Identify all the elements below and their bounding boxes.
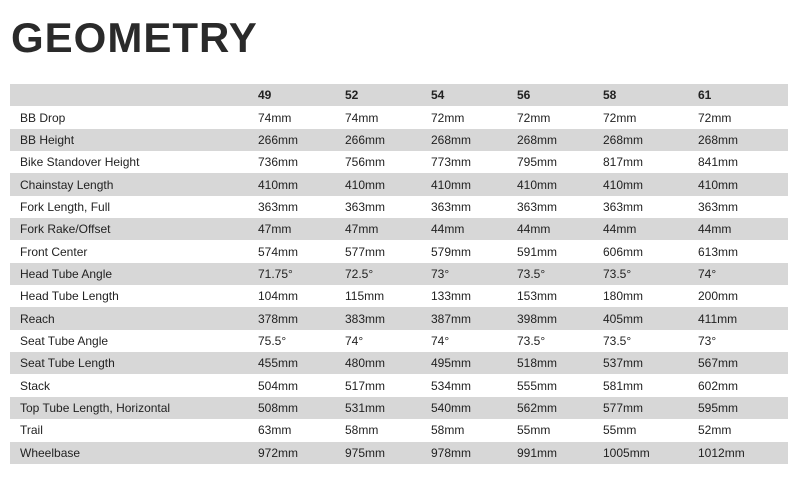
row-label-cell: Seat Tube Angle (20, 333, 109, 348)
row-label-cell: Wheelbase (20, 445, 81, 460)
row-label-cell: Chainstay Length (20, 177, 114, 192)
value-cell: 153mm (517, 289, 558, 304)
value-cell: 47mm (345, 222, 379, 237)
table-row (10, 240, 788, 262)
value-cell: 495mm (431, 356, 472, 371)
value-cell: 58mm (431, 423, 465, 438)
value-cell: 577mm (603, 400, 644, 415)
row-label-cell: Trail (20, 423, 43, 438)
value-cell: 268mm (603, 132, 644, 147)
value-cell: 266mm (258, 132, 299, 147)
value-cell: 1012mm (698, 445, 745, 460)
header-size-cell: 58 (603, 88, 617, 103)
value-cell: 480mm (345, 356, 386, 371)
value-cell: 518mm (517, 356, 558, 371)
row-label-cell: Seat Tube Length (20, 356, 115, 371)
row-label-cell: BB Drop (20, 110, 66, 125)
value-cell: 398mm (517, 311, 558, 326)
table-row (10, 397, 788, 419)
value-cell: 200mm (698, 289, 739, 304)
value-cell: 756mm (345, 155, 386, 170)
value-cell: 55mm (603, 423, 637, 438)
value-cell: 71.75° (258, 266, 293, 281)
value-cell: 72mm (603, 110, 637, 125)
value-cell: 73° (698, 333, 717, 348)
value-cell: 577mm (345, 244, 386, 259)
value-cell: 72.5° (345, 266, 374, 281)
value-cell: 52mm (698, 423, 732, 438)
value-cell: 972mm (258, 445, 299, 460)
value-cell: 44mm (517, 222, 551, 237)
row-label-cell: Reach (20, 311, 55, 326)
value-cell: 410mm (698, 177, 739, 192)
value-cell: 72mm (517, 110, 551, 125)
table-row (10, 374, 788, 396)
page-title: GEOMETRY (11, 14, 258, 61)
value-cell: 579mm (431, 244, 472, 259)
table-row (10, 307, 788, 329)
value-cell: 44mm (431, 222, 465, 237)
value-cell: 517mm (345, 378, 386, 393)
value-cell: 47mm (258, 222, 292, 237)
value-cell: 73.5° (603, 266, 632, 281)
value-cell: 363mm (603, 199, 644, 214)
value-cell: 115mm (345, 289, 385, 304)
table-row (10, 352, 788, 374)
value-cell: 58mm (345, 423, 379, 438)
table-row (10, 129, 788, 151)
row-label-cell: Head Tube Angle (20, 266, 113, 281)
value-cell: 773mm (431, 155, 472, 170)
value-cell: 736mm (258, 155, 299, 170)
row-label-cell: Fork Rake/Offset (20, 222, 111, 237)
row-label-cell: BB Height (20, 132, 75, 147)
value-cell: 504mm (258, 378, 299, 393)
value-cell: 795mm (517, 155, 558, 170)
header-corner-cell (10, 84, 248, 106)
value-cell: 383mm (345, 311, 386, 326)
value-cell: 72mm (431, 110, 465, 125)
header-size-cell: 61 (698, 88, 712, 103)
value-cell: 991mm (517, 445, 558, 460)
value-cell: 606mm (603, 244, 644, 259)
value-cell: 405mm (603, 311, 644, 326)
table-row (10, 106, 788, 128)
value-cell: 581mm (603, 378, 644, 393)
header-size-cell: 52 (345, 88, 359, 103)
value-cell: 73.5° (517, 333, 546, 348)
value-cell: 817mm (603, 155, 644, 170)
value-cell: 74° (431, 333, 450, 348)
table-header-row (10, 84, 788, 106)
value-cell: 104mm (258, 289, 299, 304)
value-cell: 410mm (517, 177, 558, 192)
table-row (10, 218, 788, 240)
value-cell: 363mm (258, 199, 299, 214)
table-row (10, 173, 788, 195)
row-label-cell: Head Tube Length (20, 289, 119, 304)
value-cell: 455mm (258, 356, 299, 371)
value-cell: 268mm (698, 132, 739, 147)
value-cell: 73.5° (517, 266, 546, 281)
value-cell: 978mm (431, 445, 472, 460)
table-row (10, 442, 788, 464)
value-cell: 363mm (345, 199, 386, 214)
value-cell: 73.5° (603, 333, 632, 348)
value-cell: 387mm (431, 311, 472, 326)
row-label-cell: Front Center (20, 244, 88, 259)
value-cell: 180mm (603, 289, 644, 304)
header-size-cell: 54 (431, 88, 445, 103)
value-cell: 73° (431, 266, 450, 281)
value-cell: 534mm (431, 378, 472, 393)
geometry-table (10, 84, 788, 464)
value-cell: 595mm (698, 400, 739, 415)
value-cell: 574mm (258, 244, 299, 259)
value-cell: 74mm (345, 110, 379, 125)
row-label-cell: Top Tube Length, Horizontal (20, 400, 171, 415)
value-cell: 411mm (698, 311, 738, 326)
row-label-cell: Stack (20, 378, 51, 393)
value-cell: 74mm (258, 110, 292, 125)
value-cell: 508mm (258, 400, 299, 415)
value-cell: 363mm (698, 199, 739, 214)
value-cell: 1005mm (603, 445, 650, 460)
table-row (10, 151, 788, 173)
table-row (10, 330, 788, 352)
value-cell: 75.5° (258, 333, 287, 348)
value-cell: 613mm (698, 244, 739, 259)
value-cell: 540mm (431, 400, 472, 415)
value-cell: 975mm (345, 445, 386, 460)
value-cell: 268mm (431, 132, 472, 147)
value-cell: 72mm (698, 110, 732, 125)
header-size-cell: 56 (517, 88, 531, 103)
value-cell: 363mm (517, 199, 558, 214)
table-body (10, 106, 788, 464)
row-label-cell: Bike Standover Height (20, 155, 140, 170)
value-cell: 537mm (603, 356, 644, 371)
value-cell: 410mm (431, 177, 472, 192)
value-cell: 841mm (698, 155, 739, 170)
table-row (10, 263, 788, 285)
value-cell: 55mm (517, 423, 551, 438)
value-cell: 410mm (345, 177, 386, 192)
value-cell: 44mm (698, 222, 732, 237)
value-cell: 74° (698, 266, 717, 281)
value-cell: 363mm (431, 199, 472, 214)
value-cell: 44mm (603, 222, 637, 237)
value-cell: 74° (345, 333, 364, 348)
value-cell: 567mm (698, 356, 739, 371)
value-cell: 268mm (517, 132, 558, 147)
value-cell: 602mm (698, 378, 739, 393)
value-cell: 562mm (517, 400, 558, 415)
table-row (10, 419, 788, 441)
value-cell: 63mm (258, 423, 292, 438)
row-label-cell: Fork Length, Full (20, 199, 111, 214)
table-row (10, 196, 788, 218)
value-cell: 378mm (258, 311, 299, 326)
header-size-cell: 49 (258, 88, 272, 103)
table-row (10, 285, 788, 307)
value-cell: 410mm (603, 177, 644, 192)
value-cell: 266mm (345, 132, 386, 147)
value-cell: 555mm (517, 378, 558, 393)
value-cell: 133mm (431, 289, 472, 304)
value-cell: 410mm (258, 177, 299, 192)
value-cell: 531mm (345, 400, 386, 415)
value-cell: 591mm (517, 244, 558, 259)
